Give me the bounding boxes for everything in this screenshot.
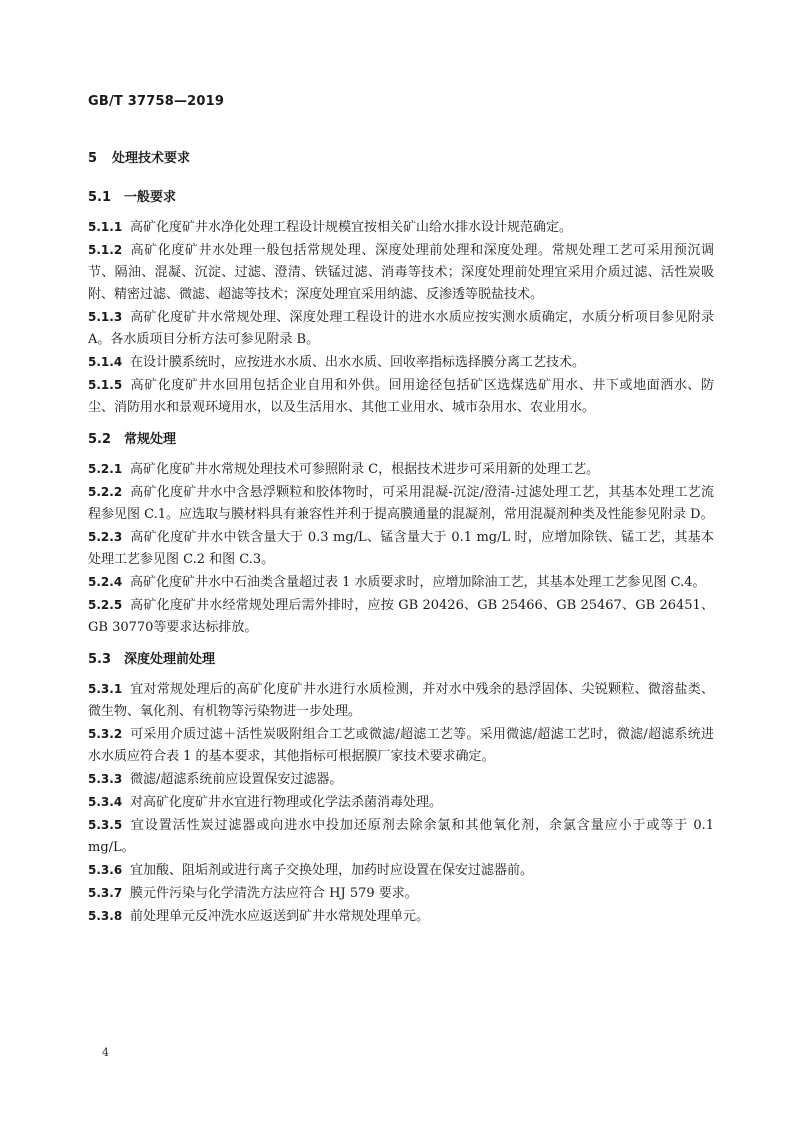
clause-number: 5.1.3 xyxy=(88,310,123,324)
clause-text: 高矿化度矿井水回用包括企业自用和外供。回用途径包括矿区选煤选矿用水、井下或地面洒水、防尘、消防用水和景观环境用水，以及生活用水、其他工业用水、城市杂用水、农业用水。 xyxy=(88,378,714,415)
subsection-title: 深度处理前处理 xyxy=(124,652,216,667)
clause-number: 5.1.4 xyxy=(88,355,123,369)
clause-text: 高矿化度矿井水处理一般包括常规处理、深度处理前处理和深度处理。常规处理工艺可采用预沉调节、隔油、混凝、沉淀、过滤、澄清、铁锰过滤、消毒等技术；深度处理前处理宜采用介质过滤、活性炭吸附、精密过滤、微滤、超滤等技术；深度处理宜采用纳滤、反渗透等脱盐技术。 xyxy=(88,243,714,302)
clause xyxy=(88,594,714,639)
clause xyxy=(88,481,714,526)
subsection-number: 5.3 xyxy=(88,652,112,667)
clause-text: 微滤/超滤系统前应设置保安过滤器。 xyxy=(130,772,343,787)
clause xyxy=(88,791,714,814)
clause-text: 高矿化度矿井水经常规处理后需外排时，应按 GB 20426、GB 25466、GB 25467、GB 26451、GB 30770等要求达标排放。 xyxy=(88,598,714,635)
clause-number: 5.3.4 xyxy=(88,795,123,809)
clause-text: 宜对常规处理后的高矿化度矿井水进行水质检测，并对水中残余的悬浮固体、尖锐颗粒、微溶盐类、微生物、氧化剂、有机物等污染物进一步处理。 xyxy=(88,682,714,719)
standard-code: GB/T 37758—2019 xyxy=(88,94,225,109)
clause xyxy=(88,239,714,306)
clause-text: 在设计膜系统时，应按进水水质、出水水质、回收率指标选择膜分离工艺技术。 xyxy=(130,355,586,370)
clause-number: 5.2.1 xyxy=(88,462,123,476)
clause xyxy=(88,768,714,791)
subsection-heading xyxy=(88,431,714,449)
clause-text: 宜加酸、阻垢剂或进行离子交换处理，加药时应设置在保安过滤器前。 xyxy=(130,863,534,878)
clause-text: 高矿化度矿井水常规处理技术可参照附录 C，根据技术进步可采用新的处理工艺。 xyxy=(130,462,600,477)
clause-text: 可采用介质过滤＋活性炭吸附组合工艺或微滤/超滤工艺等。采用微滤/超滤工艺时，微滤/超滤系统进水水质应符合表 1 的基本要求，其他指标可根据膜厂家技术要求确定。 xyxy=(88,727,714,764)
clause xyxy=(88,306,714,351)
clause xyxy=(88,374,714,419)
clause xyxy=(88,859,714,882)
subsection-heading xyxy=(88,651,714,669)
clause-text: 高矿化度矿井水中石油类含量超过表 1 水质要求时，应增加除油工艺，其基本处理工艺参见图 C.4。 xyxy=(130,575,706,590)
clause xyxy=(88,905,714,928)
clause-number: 5.3.1 xyxy=(88,682,123,696)
clause xyxy=(88,526,714,571)
clause-text: 高矿化度矿井水常规处理、深度处理工程设计的进水水质应按实测水质确定，水质分析项目参见附录 A。各水质项目分析方法可参见附录 B。 xyxy=(88,310,714,347)
clause-number: 5.1.2 xyxy=(88,243,123,257)
clause-number: 5.2.2 xyxy=(88,485,123,499)
clause-text: 前处理单元反冲洗水应返送到矿井水常规处理单元。 xyxy=(130,909,430,924)
clause xyxy=(88,458,714,481)
clause-number: 5.3.7 xyxy=(88,886,123,900)
page-number: 4 xyxy=(102,1046,109,1059)
subsection-number: 5.1 xyxy=(88,190,112,205)
clause-number: 5.3.5 xyxy=(88,818,123,832)
subsection-heading xyxy=(88,189,714,207)
clause xyxy=(88,678,714,723)
clause-number: 5.2.4 xyxy=(88,575,123,589)
section-heading xyxy=(88,150,714,168)
clause-number: 5.3.3 xyxy=(88,772,123,786)
document-body xyxy=(88,150,714,928)
clause xyxy=(88,814,714,859)
clause xyxy=(88,723,714,768)
clause-number: 5.2.5 xyxy=(88,598,123,612)
clause xyxy=(88,571,714,594)
clause xyxy=(88,351,714,374)
clause-number: 5.3.6 xyxy=(88,863,123,877)
clause-number: 5.3.8 xyxy=(88,909,123,923)
clause-text: 高矿化度矿井水中铁含量大于 0.3 mg/L、锰含量大于 0.1 mg/L 时，应增加除铁、锰工艺，其基本处理工艺参见图 C.2 和图 C.3。 xyxy=(88,530,714,567)
clause-number: 5.3.2 xyxy=(88,727,123,741)
clause xyxy=(88,216,714,239)
subsection-number: 5.2 xyxy=(88,432,112,447)
clause-number: 5.1.5 xyxy=(88,378,123,392)
clause xyxy=(88,882,714,905)
subsection-title: 一般要求 xyxy=(124,190,177,205)
section-title: 处理技术要求 xyxy=(112,151,191,166)
clause-text: 膜元件污染与化学清洗方法应符合 HJ 579 要求。 xyxy=(130,886,418,901)
clause-number: 5.1.1 xyxy=(88,220,123,234)
clause-text: 高矿化度矿井水净化处理工程设计规模宜按相关矿山给水排水设计规范确定。 xyxy=(130,220,573,235)
clause-text: 高矿化度矿井水中含悬浮颗粒和胶体物时，可采用混凝-沉淀/澄清-过滤处理工艺，其基本处理工艺流程参见图 C.1。应选取与膜材料具有兼容性并利于提高膜通量的混凝剂，常用混凝剂种类及性能参见附录 D。 xyxy=(88,485,714,522)
subsection-title: 常规处理 xyxy=(124,432,177,447)
section-number: 5 xyxy=(88,151,98,166)
clause-text: 宜设置活性炭过滤器或向进水中投加还原剂去除余氯和其他氧化剂，余氯含量应小于或等于 0.1 mg/L。 xyxy=(88,818,714,855)
clause-number: 5.2.3 xyxy=(88,530,123,544)
clause-text: 对高矿化度矿井水宜进行物理或化学法杀菌消毒处理。 xyxy=(130,795,443,810)
